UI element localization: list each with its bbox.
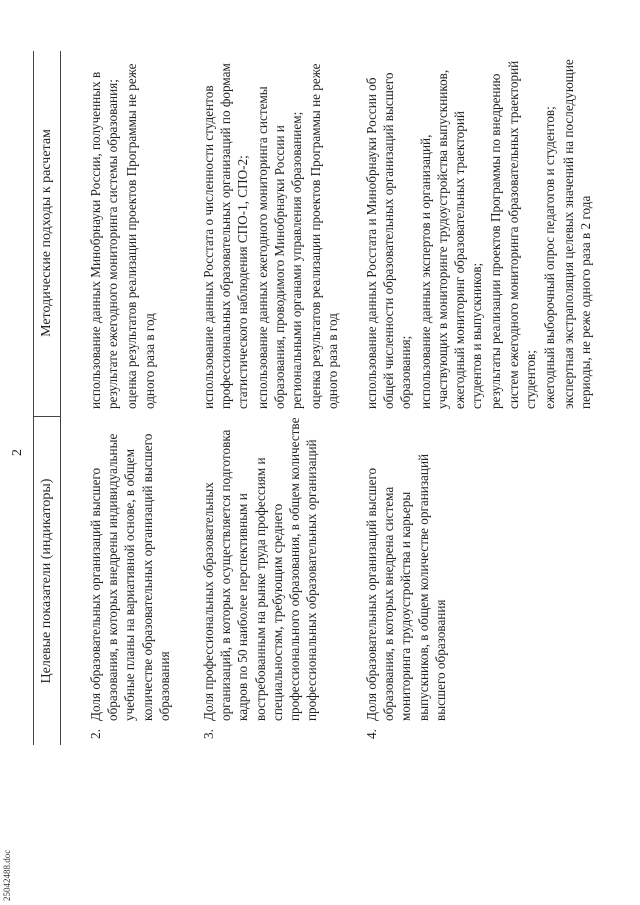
header-methods: Методические подходы к расчетам: [39, 129, 54, 337]
row-number: 2.: [88, 729, 103, 739]
row-number: 4.: [364, 729, 379, 739]
table: [33, 51, 593, 745]
method-item: использование данных экспертов и организаций, участвующих в мониторинге трудоустройства выпускников, ежегодный мониторинг образовательных траекторий студентов и выпускников;: [417, 69, 485, 409]
document-stamp: 25042488.doc: [2, 849, 12, 901]
method-item: использование данных ежегодного мониторинга системы образования, проводимого Минобрнауки России и региональными органами управления образованием;: [254, 86, 305, 409]
method-item: результаты реализации проектов Программы по внедрению систем ежегодного мониторинга образовательных траекторий студентов;: [488, 60, 538, 409]
method-item: оценка результатов реализации проектов Программы не реже одного раза в год: [308, 63, 341, 409]
header-bottom-border: [60, 51, 61, 745]
indicator-text: Доля образовательных организаций высшего образования, в которых внедрены индивидуальные учебные планы на вариативной основе, в общем количестве образовательных организаций высшего образования: [88, 433, 172, 721]
method-item: оценка результатов реализации проектов Программы не реже одного раза в год: [124, 63, 157, 409]
row-number: 3.: [201, 729, 216, 739]
method-item: использование данных Минобрнауки России, полученных в результате ежегодного мониторинга системы образования;: [88, 71, 121, 409]
method-item: ежегодный выборочный опрос педагогов и студентов;: [542, 106, 558, 409]
indicator-text: Доля профессиональных образовательных организаций, в которых осуществляется подготовка кадров по 50 наиболее перспективным и востребованным на рынке труда профессиям и специальностям, требующим среднего профессионального образования, в общем количестве профессиональных образовательных организаций: [201, 417, 320, 721]
methods-cell: [363, 57, 597, 409]
page-number: 2: [10, 449, 25, 456]
method-item: использование данных Росстата и Минобрнауки России об общей численности образовательных организаций высшего образования;: [364, 72, 414, 409]
table-top-border: [33, 51, 34, 745]
header-indicators: Целевые показатели (индикаторы): [39, 478, 54, 684]
method-item: использование данных Росстата о численности студентов профессиональных образовательных организаций по формам статистического наблюдения СПО-1, СПО-2;: [201, 63, 251, 409]
indicator-text: Доля образовательных организаций высшего образования, в которых внедрена система мониторинга трудоустройства и карьеры выпускников, в общем количестве организаций высшего образования: [364, 453, 448, 721]
method-item: экспертная экстраполяция целевых значений на последующие периоды, не реже одного раза в 2 года: [561, 59, 594, 409]
methods-cell: [200, 57, 344, 409]
methods-cell: [87, 57, 160, 409]
